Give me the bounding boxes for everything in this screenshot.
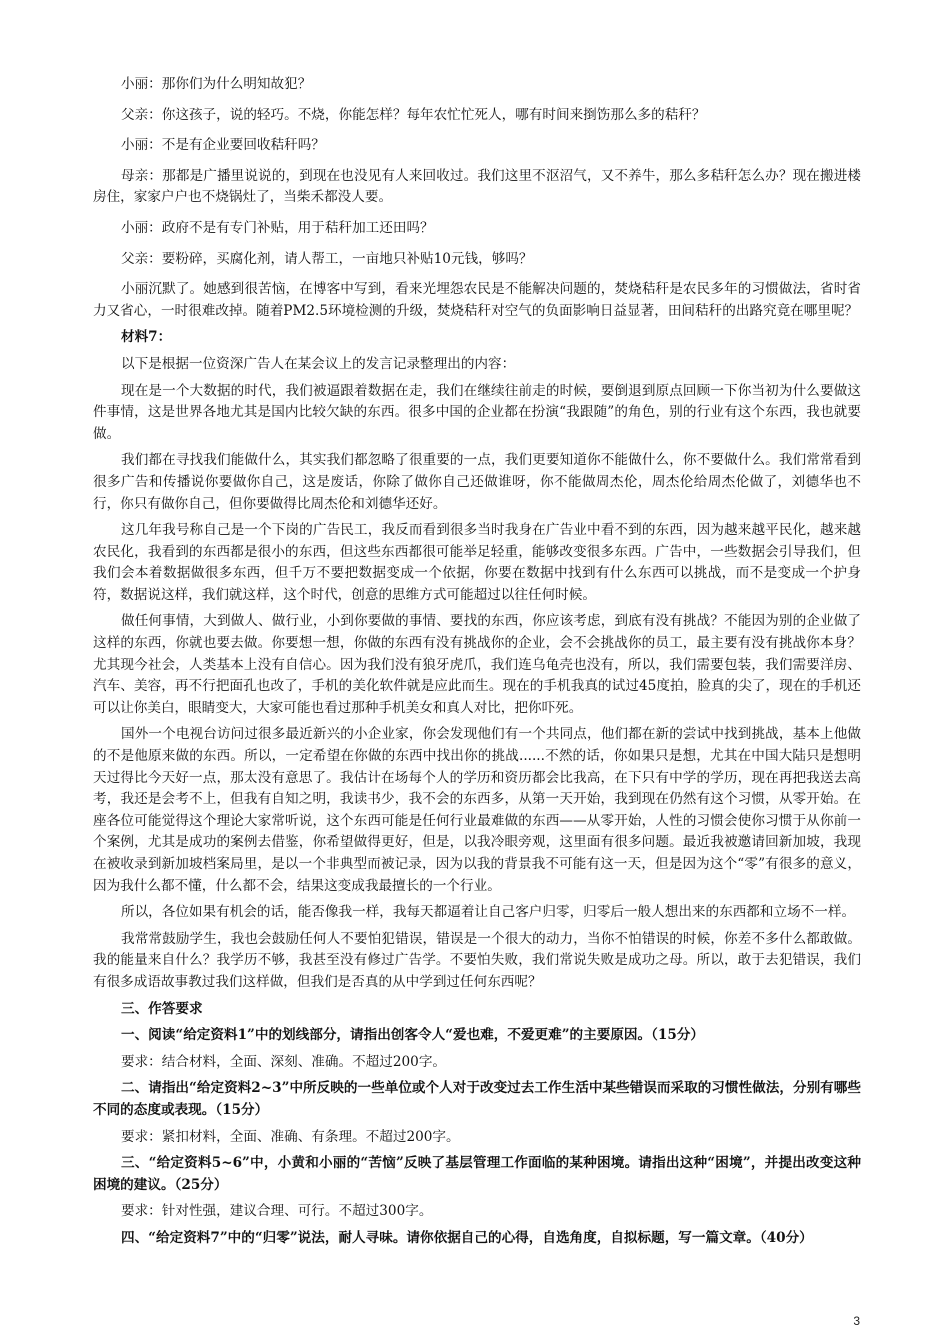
material7-paragraph: 现在是一个大数据的时代，我们被逼跟着数据在走，我们在继续往前走的时候，要倒退到原点回顾一下你当初为什么要做这件事情，这是世界各地尤其是国内比较欠缺的东西。很多中国的企业都在扮演“我跟随”的角色，别的行业有这个东西，我也就要做。 (93, 382, 861, 442)
material7-intro: 以下是根据一位资深广告人在某会议上的发言记录整理出的内容： (121, 355, 516, 372)
question-2: 二、请指出“给定资料2~3”中所反映的一些单位或个人对于改变过去工作生活中某些错误而采取的习惯性做法，分别有哪些不同的态度或表现。（15分） (93, 1080, 861, 1118)
dialogue-line: 小丽：那你们为什么明知故犯？ (121, 76, 312, 92)
material7-paragraph: 我常常鼓励学生，我也会鼓励任何人不要怕犯错误，错误是一个很大的动力，当你不怕错误的时候，你差不多什么都敢做。我的能量来自什么？我学历不够，我甚至没有修过广告学。不要怕失败，我们常说失败是成功之母。所以，敢于去犯错误，我们有很多成语故事教过我们这样做，但我们是否真的从中学到过任何东西呢？ (93, 930, 861, 990)
material7-label: 材料7： (121, 329, 172, 346)
dialogue-line: 父亲：要粉碎，买腐化剂，请人帮工，一亩地只补贴10元钱，够吗？ (121, 250, 533, 267)
page-number: 3 (853, 1314, 860, 1328)
document-body (93, 74, 861, 1255)
question-3: 三、“给定资料5~6”中，小黄和小丽的“苦恼”反映了基层管理工作面临的某种困境。请指出这种“困境”，并提出改变这种困境的建议。（25分） (93, 1155, 861, 1193)
dialogue-line: 小丽：政府不是有专门补贴，用于秸秆加工还田吗？ (121, 219, 434, 236)
material7-paragraph: 所以，各位如果有机会的话，能否像我一样，我每天都逼着让自己客户归零，归零后一般人想出来的东西都和立场不一样。 (121, 904, 856, 921)
material7-paragraph: 国外一个电视台访问过很多最近新兴的小企业家，你会发现他们有一个共同点，他们都在新的尝试中找到挑战，基本上他做的不是他原来做的东西。所以，一定希望在你做的东西中找出你的挑战......不然的话，你如果只是想，尤其在中国大陆只是想明天过得比今天好一点，那太没有意思了。我估计在场每个人的学历和资历都会比我高，在下只有中学的学历，现在再把我送去高考，我还是会考不上，但我有自知之明，我读书少，我不会的东西多，从第一天开始，我到现在仍然有这个习惯，从零开始。在座各位可能觉得这个理论大家常听说，这个东西可能是任何行业最难做的东西——从零开始，人性的习惯会使你习惯于从你前一个案例，尤其是成功的案例去借鉴，你希望做得更好，但是，以我冷眼旁观，这里面有很多问题。最近我被邀请回新加坡，我现在被收录到新加坡档案局里，是以一个非典型而被记录，因为以我的背景我不可能有这一天，但是因为这个“零”有很多的意义，因为我什么都不懂，什么都不会，结果这变成我最擅长的一个行业。 (93, 726, 861, 894)
question-1: 一、阅读“给定资料1”中的划线部分，请指出创客令人“爱也难，不爱更难”的主要原因。（15分） (121, 1027, 705, 1044)
dialogue-line: 小丽：不是有企业要回收秸秆吗？ (121, 137, 325, 154)
material7-paragraph: 我们都在寻找我们能做什么，其实我们都忽略了很重要的一点，我们更要知道你不能做什么，你不要做什么。我们常常看到很多广告和传播说你要做你自己，这是废话，你除了做你自己还做谁呀，你不能做周杰伦，周杰伦给周杰伦做了，刘德华也不行，你只有做你自己，但你要做得比周杰伦和刘德华还好。 (93, 452, 861, 512)
question-1-requirement: 要求：结合材料，全面、深刻、准确。不超过200字。 (121, 1053, 447, 1070)
dialogue-line: 母亲：那都是广播里说说的，到现在也没见有人来回收过。我们这里不沤沼气，又不养牛，那么多秸秆怎么办？现在搬进楼房住，家家户户也不烧锅灶了，当柴禾都没人要。 (93, 167, 861, 206)
xiaoli-conclusion: 小丽沉默了。她感到很苦恼，在博客中写到，看来光埋怨农民是不能解决问题的，焚烧秸秆是农民多年的习惯做法，省时省力又省心，一时很难改掉。随着PM2.5环境检测的升级，焚烧秸秆对空气的负面影响日益显著，田间秸秆的出路究竟在哪里呢？ (93, 281, 861, 319)
dialogue-line: 父亲：你这孩子，说的轻巧。不烧，你能怎样？每年农忙忙死人，哪有时间来捯饬那么多的秸秆？ (121, 106, 706, 123)
question-4: 四、“给定资料7”中的“归零”说法，耐人寻味。请你依据自己的心得，自选角度，自拟标题，写一篇文章。（40分） (121, 1229, 813, 1246)
material7-paragraph: 做任何事情，大到做人、做行业，小到你要做的事情、要找的东西，你应该考虑，到底有没有挑战？不能因为别的企业做了这样的东西，你就也要去做。你要想一想，你做的东西有没有挑战你的企业，会不会挑战你的员工，最主要有没有挑战你本身？尤其现今社会，人类基本上没有自信心。因为我们没有狼牙虎爪，我们连乌龟壳也没有，所以，我们需要包装，我们需要洋房、汽车、美容，再不行把面孔也改了，手机的美化软件就是应此而生。现在的手机我真的试过45度拍，脸真的尖了，现在的手机还可以让你美白，眼睛变大，大家可能也看过那种手机美女和真人对比，把你吓死。 (93, 613, 861, 716)
question-3-requirement: 要求：针对性强，建议合理、可行。不超过300字。 (121, 1203, 433, 1220)
material7-paragraph: 这几年我号称自己是一个下岗的广告民工，我反而看到很多当时我身在广告业中看不到的东西，因为越来越平民化，越来越农民化，我看到的东西都是很小的东西，但这些东西都很可能举足轻重，能够改变很多东西。广告中，一些数据会引导我们，但我们会本着数据做很多东西，但千万不要把数据变成一个依据，你要在数据中找到有什么东西可以挑战，而不是变成一个护身符，数据说这样，我们就这样，这个时代，创意的思维方式可能超过以往任何时候。 (93, 522, 861, 603)
question-2-requirement: 要求：紧扣材料，全面、准确、有条理。不超过200字。 (121, 1128, 460, 1145)
requirements-heading: 三、作答要求 (121, 1000, 203, 1017)
